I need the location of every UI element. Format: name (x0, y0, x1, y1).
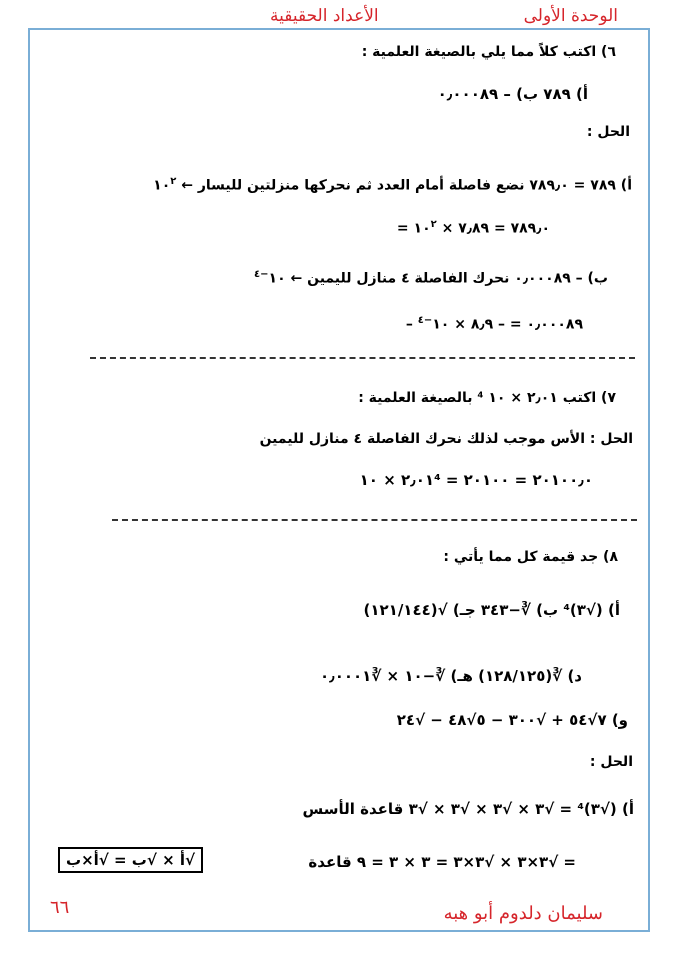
unit-title: الوحدة الأولى (523, 6, 618, 26)
q8-title: ٨) جد قيمة كل مما يأتي : (443, 549, 618, 565)
q7-solution: الحل : الأس موجب لذلك نحرك الفاصلة ٤ منازل لليمين (259, 431, 633, 447)
q6-items: أ) ٧٨٩ ب) – ٠٫٠٠٠٨٩ (437, 85, 588, 103)
q8a-step1: أ) (√٣)⁴ = √٣ × √٣ × √٣ × √٣ قاعدة الأسس (302, 800, 634, 818)
q8a-step2: = √٣×٣ × √٣×٣ = ٣ × ٣ = ٩ قاعدة (308, 853, 576, 871)
q6a-step2: = ٧٨٩٫٠ = ٧٫٨٩ × $١٠^٢$ (396, 219, 550, 237)
q8-row3: و) ٧√٥٤ + √٣٠٠ − ٥√٤٨ − √٢٤ (396, 711, 628, 729)
solution-label: الحل : (586, 124, 630, 140)
q8-row1: أ) (√٣)⁴ ب) ∛−٣٤٣ جـ) √(١٢١/١٤٤) (363, 601, 620, 619)
section-divider (90, 357, 635, 359)
solution-label: الحل : (589, 754, 633, 770)
rule-box: √أ × √ب = √أ×ب (58, 850, 203, 870)
q8-row2: د) ∛(١٢٨/١٢٥) هـ) ∛−١٠ × ∛٠٫٠٠٠١ (319, 667, 582, 685)
page-number: ٦٦ (50, 897, 70, 918)
q6-title: ٦) اكتب كلاً مما يلي بالصيغة العلمية : (361, 44, 616, 60)
q7-result: ٢٫٠١ × ١٠⁴ = ٢٠١٠٠٫٠ = ٢٠١٠٠ (359, 471, 593, 489)
q6a-step1: أ) ٧٨٩ = ٧٨٩٫٠ نضع فاصلة أمام العدد ثم نحركها منزلتين لليسار ← $١٠^٢$ (153, 176, 632, 194)
topic-title: الأعداد الحقيقية (270, 6, 379, 26)
q6b-step2: – ٠٫٠٠٠٨٩ = – ٨٫٩ × $١٠^{-٤}$ (405, 315, 583, 333)
author-name: سليمان دلدوم أبو هبه (443, 903, 603, 924)
q6b-step1: ب) – ٠٫٠٠٠٨٩ نحرك الفاصلة ٤ منازل لليمين ← $١٠^{-٤}$ (254, 269, 608, 287)
q7-title: ٧) اكتب ٢٫٠١ × ١٠ ⁴ بالصيغة العلمية : (358, 390, 616, 406)
section-divider (112, 519, 637, 521)
